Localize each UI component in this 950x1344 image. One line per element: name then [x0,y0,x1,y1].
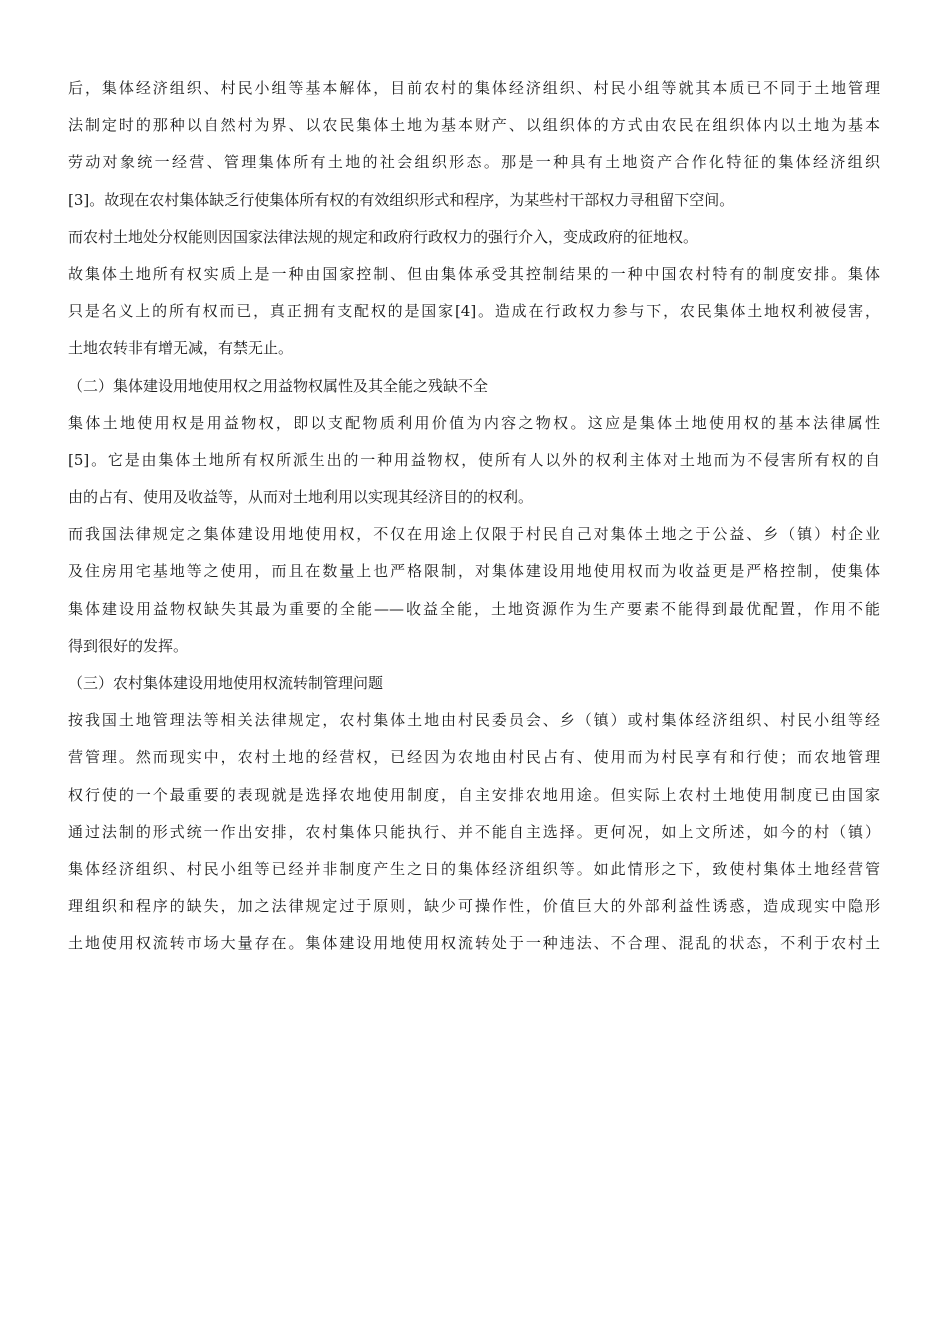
text-line: 土地农转非有增无减，有禁无止。 [68,339,294,358]
text-line: 只是名义上的所有权而已，真正拥有支配权的是国家[4]。造成在行政权力参与下，农民集体土地权利被侵害， [68,302,880,321]
text-line: 集体土地使用权是用益物权，即以支配物质利用价值为内容之物权。这应是集体土地使用权的基本法律属性 [68,413,880,432]
text-line: [5]。它是由集体土地所有权所派生出的一种用益物权，使所有人以外的权利主体对土地而为不侵害所有权的自 [68,450,880,469]
text-line: 法制定时的那种以自然村为界、以农民集体土地为基本财产、以组织体的方式由农民在组织体内以土地为基本 [68,116,880,135]
text-line: （三）农村集体建设用地使用权流转制管理问题 [68,674,384,692]
text-line: 故集体土地所有权实质上是一种由国家控制、但由集体承受其控制结果的一种中国农村特有的制度安排。集体 [68,264,880,283]
text-line: 由的占有、使用及收益等，从而对土地利用以实现其经济目的的权利。 [68,488,534,507]
text-line: 土地使用权流转市场大量存在。集体建设用地使用权流转处于一种违法、不合理、混乱的状态，不利于农村土 [68,934,880,953]
text-line: 而我国法律规定之集体建设用地使用权，不仅在用途上仅限于村民自己对集体土地之于公益、乡（镇）村企业 [68,525,880,544]
document-body [68,70,880,963]
text-line: 集体经济组织、村民小组等已经并非制度产生之日的集体经济组织等。如此情形之下，致使村集体土地经营管 [68,859,880,878]
text-line: （二）集体建设用地使用权之用益物权属性及其全能之残缺不全 [68,376,489,395]
text-line: 及住房用宅基地等之使用，而且在数量上也严格限制，对集体建设用地使用权而为收益更是严格控制，使集体 [68,562,880,581]
text-line: 按我国土地管理法等相关法律规定，农村集体土地由村民委员会、乡（镇）或村集体经济组织、村民小组等经 [68,711,880,730]
text-line: 营管理。然而现实中，农村土地的经营权，已经因为农地由村民占有、使用而为村民享有和行使；而农地管理 [68,748,880,767]
text-line: 集体建设用益物权缺失其最为重要的全能——收益全能，土地资源作为生产要素不能得到最优配置，作用不能 [68,599,880,618]
text-line: 理组织和程序的缺失，加之法律规定过于原则，缺少可操作性，价值巨大的外部利益性诱惑，造成现实中隐形 [68,897,880,916]
text-line: 而农村土地处分权能则因国家法律法规的规定和政府行政权力的强行介入，变成政府的征地权。 [68,227,699,246]
text-line: 劳动对象统一经营、管理集体所有土地的社会组织形态。那是一种具有土地资产合作化特征的集体经济组织 [68,153,880,172]
text-line: 后，集体经济组织、村民小组等基本解体，目前农村的集体经济组织、村民小组等就其本质已不同于土地管理 [68,79,880,97]
text-line: [3]。故现在农村集体缺乏行使集体所有权的有效组织形式和程序，为某些村干部权力寻租留下空间。 [68,190,735,209]
text-line: 得到很好的发挥。 [68,636,189,655]
text-line: 通过法制的形式统一作出安排，农村集体只能执行、并不能自主选择。更何况，如上文所述，如今的村（镇） [68,822,880,841]
text-line: 权行使的一个最重要的表现就是选择农地使用制度，自主安排农地用途。但实际上农村土地使用制度已由国家 [68,785,880,804]
